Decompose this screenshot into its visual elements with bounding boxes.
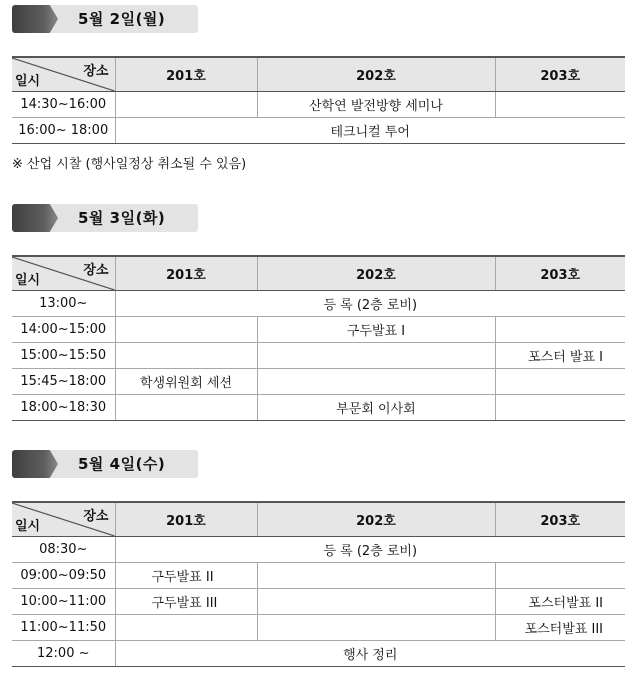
cell-202: 산학연 발전방향 세미나	[257, 92, 495, 118]
cell-202: 부문회 이사회	[257, 395, 495, 421]
cell-202	[257, 589, 495, 615]
table-row	[12, 615, 625, 641]
cell-201: 구두발표 III	[115, 589, 257, 615]
cell-203	[495, 369, 625, 395]
room-202-header: 202호	[257, 57, 495, 92]
cell-203	[495, 92, 625, 118]
day1-schedule-table	[12, 56, 625, 144]
cell-201	[115, 343, 257, 369]
time-cell: 15:00~15:50	[12, 343, 115, 369]
cell-203: 포스터발표 III	[495, 615, 625, 641]
day2-title: 5월 3일(화)	[78, 209, 166, 227]
time-cell: 18:00~18:30	[12, 395, 115, 421]
time-label: 일시	[15, 519, 41, 534]
time-cell: 08:30~	[12, 537, 115, 563]
corner-header-cell	[12, 256, 115, 291]
table-header-row	[12, 502, 625, 537]
time-cell: 11:00~11:50	[12, 615, 115, 641]
table-row	[12, 641, 625, 667]
day1-note: ※ 산업 시찰 (행사일정상 취소될 수 있음)	[12, 157, 247, 172]
day2-schedule-table	[12, 255, 625, 421]
table-header-row	[12, 57, 625, 92]
table-row	[12, 343, 625, 369]
place-label: 장소	[83, 509, 109, 524]
span-cell: 테크니컬 투어	[115, 118, 625, 144]
cell-201	[115, 395, 257, 421]
day2-header	[12, 204, 198, 232]
cell-202	[257, 343, 495, 369]
time-cell: 16:00~ 18:00	[12, 118, 115, 144]
time-cell: 09:00~09:50	[12, 563, 115, 589]
time-cell: 15:45~18:00	[12, 369, 115, 395]
time-label: 일시	[15, 273, 41, 288]
time-label: 일시	[15, 74, 41, 89]
time-cell: 12:00 ~	[12, 641, 115, 667]
room-203-header: 203호	[495, 256, 625, 291]
cell-202	[257, 563, 495, 589]
corner-header-cell	[12, 502, 115, 537]
time-cell: 13:00~	[12, 291, 115, 317]
place-label: 장소	[83, 263, 109, 278]
cell-203	[495, 395, 625, 421]
cell-201: 구두발표 II	[115, 563, 257, 589]
table-row	[12, 395, 625, 421]
day3-header-tab	[12, 450, 58, 478]
cell-203: 포스터발표 II	[495, 589, 625, 615]
cell-203: 포스터 발표 I	[495, 343, 625, 369]
room-203-header: 203호	[495, 502, 625, 537]
place-label: 장소	[83, 64, 109, 79]
cell-203	[495, 317, 625, 343]
cell-201	[115, 92, 257, 118]
span-cell: 행사 정리	[115, 641, 625, 667]
day1-title: 5월 2일(월)	[78, 10, 166, 28]
table-row	[12, 589, 625, 615]
room-201-header: 201호	[115, 57, 257, 92]
table-header-row	[12, 256, 625, 291]
time-cell: 14:00~15:00	[12, 317, 115, 343]
room-202-header: 202호	[257, 502, 495, 537]
day3-schedule-table	[12, 501, 625, 667]
room-201-header: 201호	[115, 502, 257, 537]
corner-header-cell	[12, 57, 115, 92]
table-row	[12, 291, 625, 317]
table-row	[12, 92, 625, 118]
room-202-header: 202호	[257, 256, 495, 291]
day3-header	[12, 450, 198, 478]
day1-header-tab	[12, 5, 58, 33]
cell-201	[115, 317, 257, 343]
cell-202: 구두발표 I	[257, 317, 495, 343]
cell-203	[495, 563, 625, 589]
day3-title: 5월 4일(수)	[78, 455, 166, 473]
time-cell: 14:30~16:00	[12, 92, 115, 118]
table-row	[12, 317, 625, 343]
table-row	[12, 537, 625, 563]
day2-header-tab	[12, 204, 58, 232]
span-cell: 등 록 (2층 로비)	[115, 291, 625, 317]
table-row	[12, 369, 625, 395]
cell-202	[257, 615, 495, 641]
span-cell: 등 록 (2층 로비)	[115, 537, 625, 563]
cell-201: 학생위원회 세션	[115, 369, 257, 395]
cell-202	[257, 369, 495, 395]
room-201-header: 201호	[115, 256, 257, 291]
table-row	[12, 563, 625, 589]
room-203-header: 203호	[495, 57, 625, 92]
day1-header	[12, 5, 198, 33]
table-row	[12, 118, 625, 144]
cell-201	[115, 615, 257, 641]
time-cell: 10:00~11:00	[12, 589, 115, 615]
